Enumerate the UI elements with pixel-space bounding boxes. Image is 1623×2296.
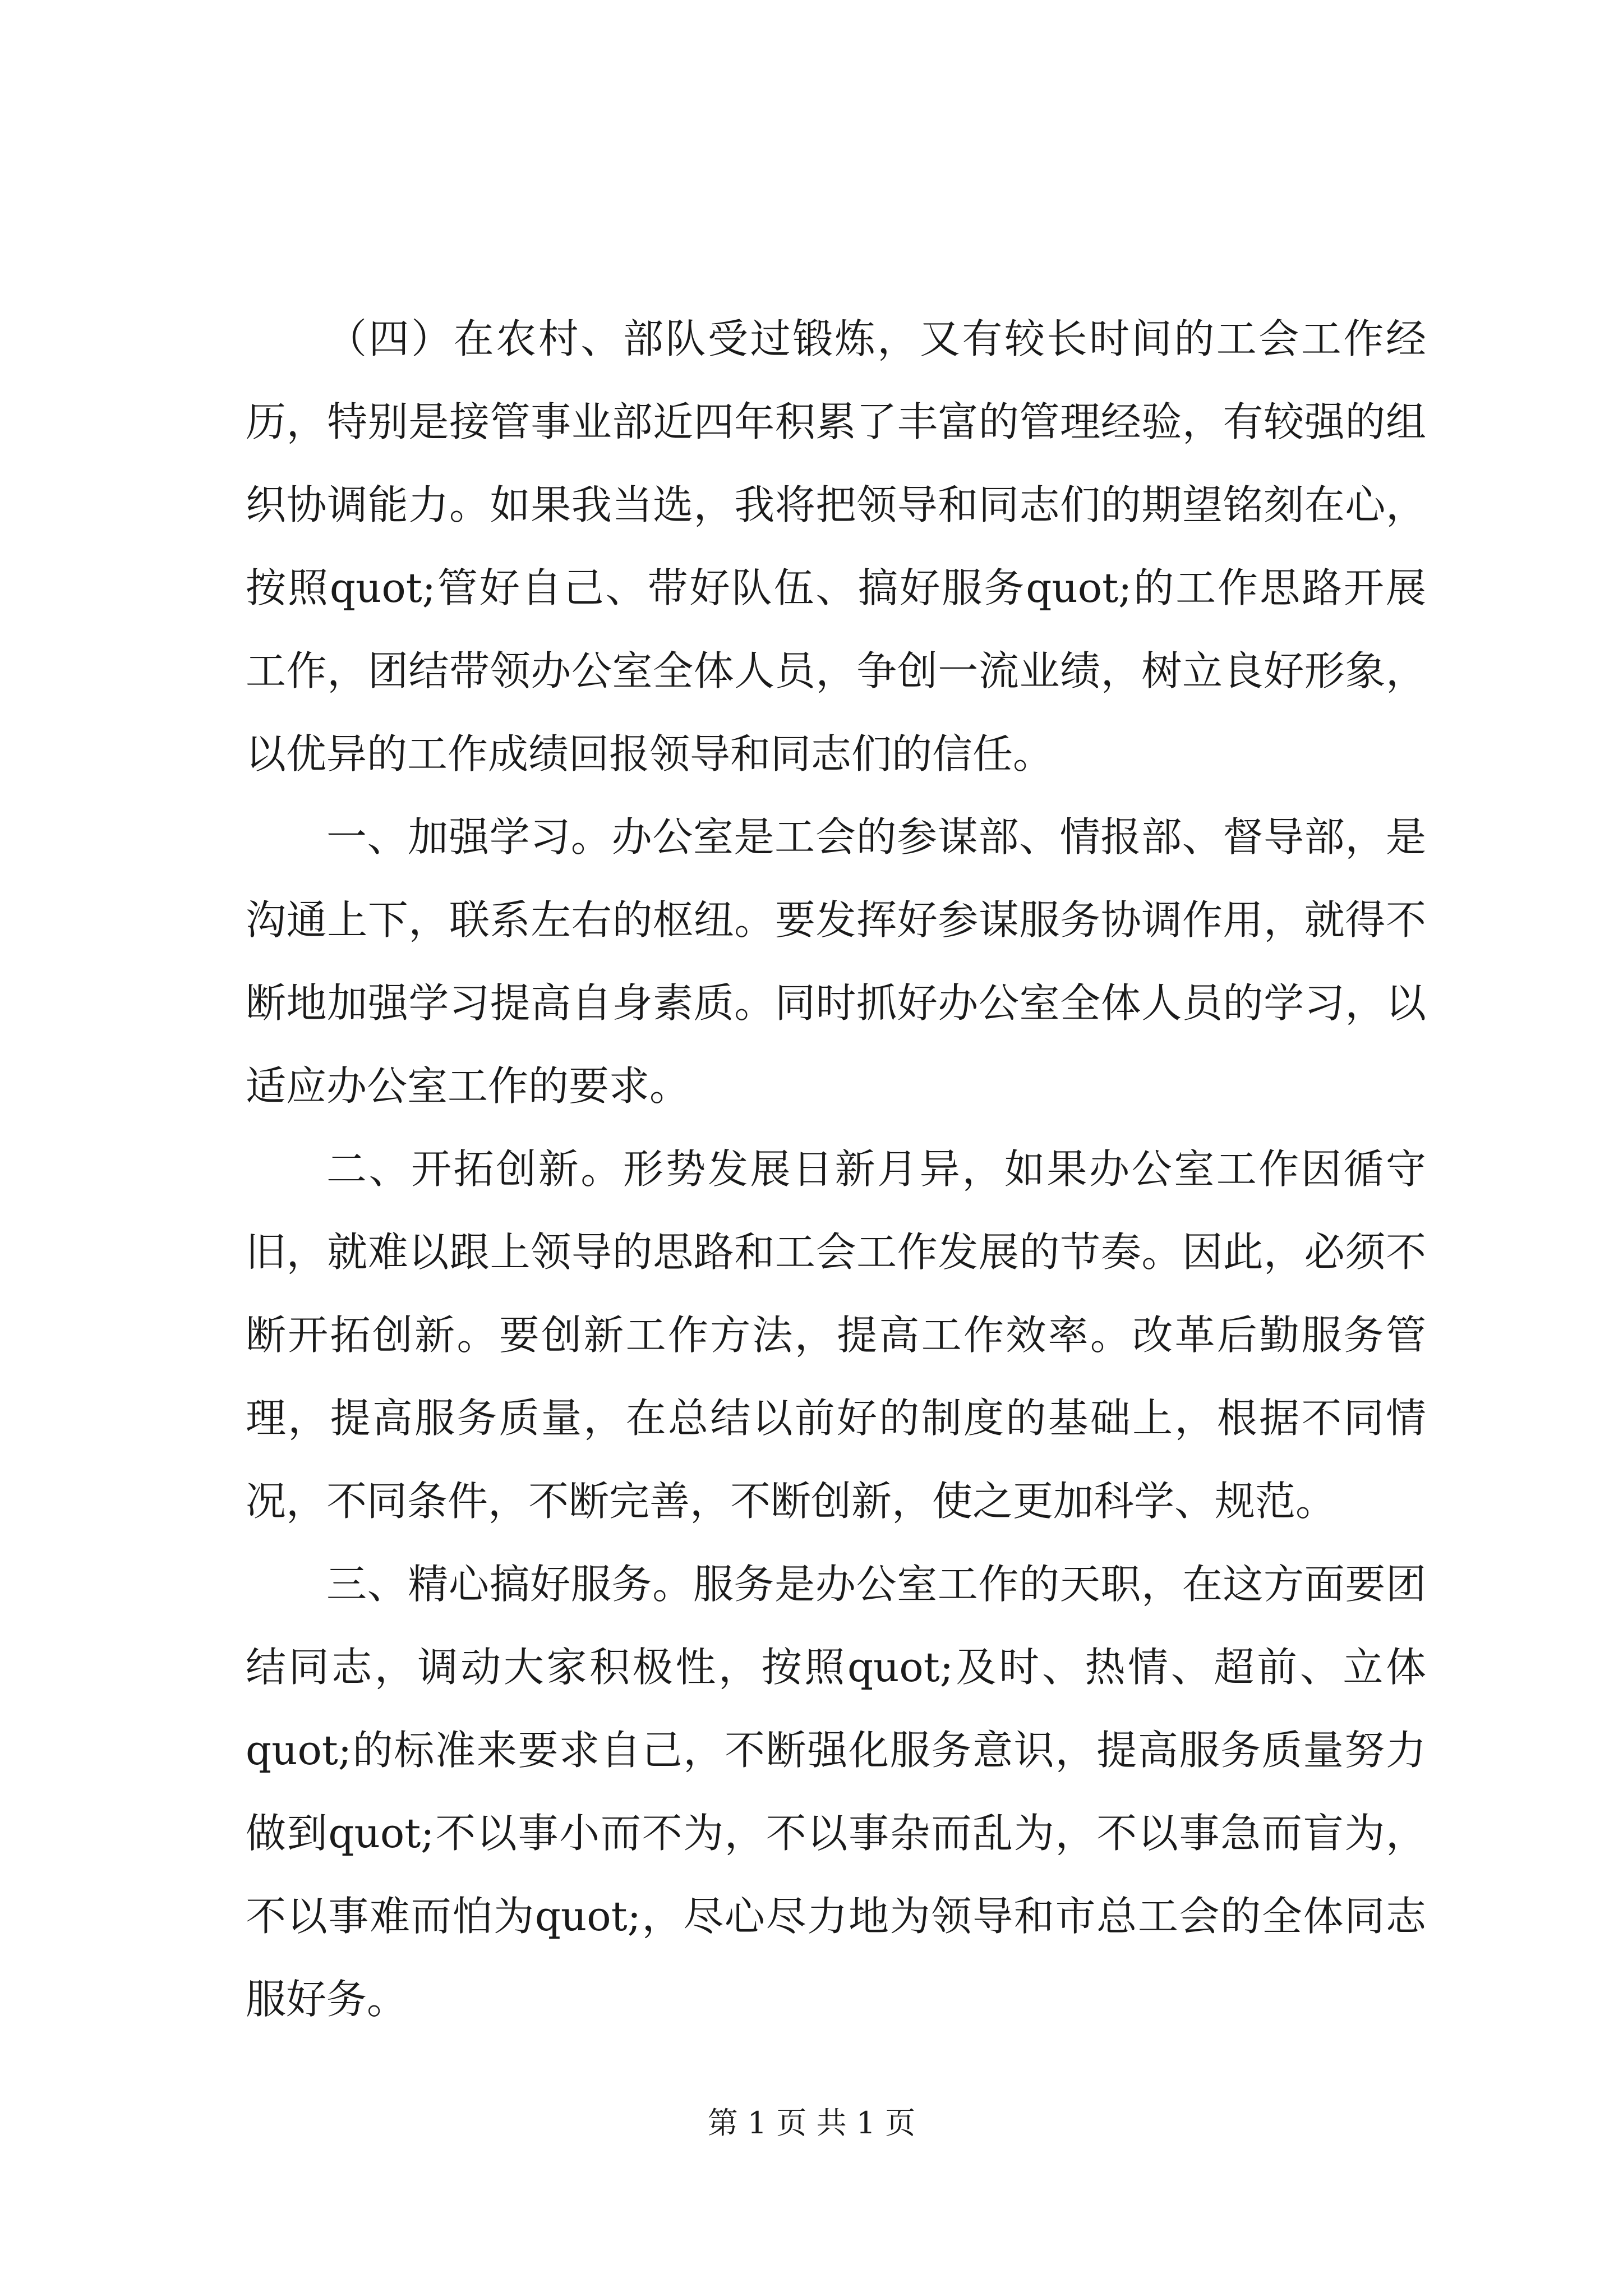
paragraph-strengthen-study: 一、加强学习。办公室是工会的参谋部、情报部、督导部，是沟通上下，联系左右的枢纽。要发挥好参谋服务协调作用，就得不断地加强学习提高自身素质。同时抓好办公室全体人员的学习，以适应办公室工作的要求。: [246, 813, 1426, 1110]
document-body: [246, 297, 1426, 2041]
paragraph-4: （四）在农村、部队受过锻炼，又有较长时间的工会工作经历，特别是接管事业部近四年积累了丰富的管理经验，有较强的组织协调能力。如果我当选，我将把领导和同志们的期望铭刻在心，按照quot;管好自己、带好队伍、搞好服务quot;的工作思路开展工作，团结带领办公室全体人员，争创一流业绩，树立良好形象，以优异的工作成绩回报领导和同志们的信任。: [246, 315, 1426, 777]
paragraph-service: 三、精心搞好服务。服务是办公室工作的天职，在这方面要团结同志，调动大家积极性，按照quot;及时、热情、超前、立体quot;的标准来要求自己，不断强化服务意识，提高服务质量努力做到quot;不以事小而不为，不以事杂而乱为，不以事急而盲为，不以事难而怕为quot;，尽心尽力地为领导和市总工会的全体同志服好务。: [246, 1561, 1426, 2023]
paragraph-innovation: 二、开拓创新。形势发展日新月异，如果办公室工作因循守旧，就难以跟上领导的思路和工会工作发展的节奏。因此，必须不断开拓创新。要创新工作方法，提高工作效率。改革后勤服务管理，提高服务质量，在总结以前好的制度的基础上，根据不同情况，不同条件，不断完善，不断创新，使之更加科学、规范。: [246, 1145, 1426, 1525]
page-footer: 第 1 页 共 1 页: [707, 2105, 916, 2141]
